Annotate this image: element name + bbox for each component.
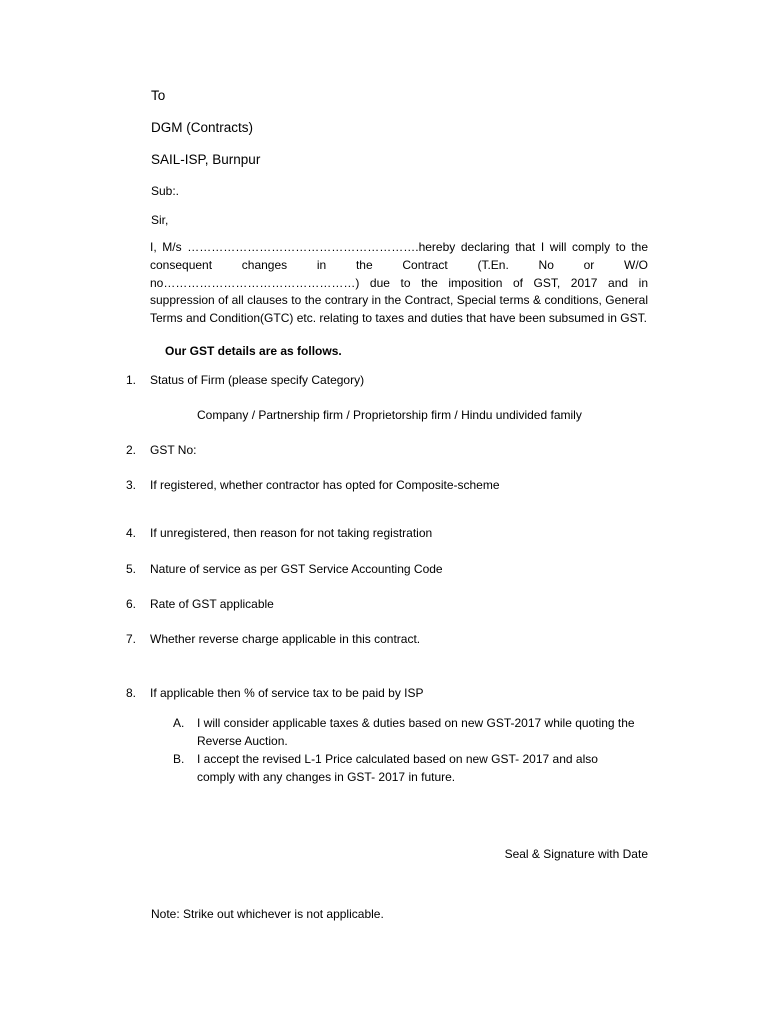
list-item: If registered, whether contractor has opted for Composite-scheme bbox=[150, 478, 500, 492]
list-item: GST No: bbox=[150, 443, 197, 457]
footer-note: Note: Strike out whichever is not applicable. bbox=[151, 907, 384, 921]
salutation: Sir, bbox=[151, 213, 169, 227]
list-item: Status of Firm (please specify Category) bbox=[150, 373, 365, 387]
list-item: If applicable then % of service tax to be paid by ISP bbox=[150, 686, 424, 700]
list-item: Nature of service as per GST Service Accounting Code bbox=[150, 562, 443, 576]
list-item-number: 2. bbox=[126, 443, 137, 457]
list-item-number: 7. bbox=[126, 632, 137, 646]
address-to: To bbox=[151, 88, 166, 103]
list-item: Rate of GST applicable bbox=[150, 597, 274, 611]
list-item-number: 6. bbox=[126, 597, 137, 611]
declaration-paragraph: I, M/s ………………………………………………….hereby declaring that I will comply to the consequent changes in the Contract (T.En. No or W/O no…………………………………………) due to the imposition of GST, 2017 and in suppression of all clauses to the contrary in the Contract, Special terms & conditions, General Terms and Condition(GTC) etc. relating to taxes and duties that have been subsumed in GST. bbox=[150, 240, 648, 326]
list-item: Whether reverse charge applicable in this contract. bbox=[150, 632, 421, 646]
list-item: If unregistered, then reason for not taking registration bbox=[150, 526, 433, 540]
signature-line: Seal & Signature with Date bbox=[504, 847, 648, 861]
list-item-number: 8. bbox=[126, 686, 137, 700]
address-organization: SAIL-ISP, Burnpur bbox=[151, 152, 261, 167]
list-item-number: 4. bbox=[126, 526, 137, 540]
firm-category-options: Company / Partnership firm / Proprietorship firm / Hindu undivided family bbox=[197, 408, 582, 422]
sub-item-text: I accept the revised L-1 Price calculated based on new GST- 2017 and also comply with any changes in GST- 2017 in future. bbox=[197, 752, 598, 784]
sub-item-label: A. bbox=[173, 716, 185, 730]
list-item-number: 5. bbox=[126, 562, 137, 576]
subject-line: Sub:. bbox=[151, 184, 180, 198]
list-item-number: 3. bbox=[126, 478, 137, 492]
sub-item-label: B. bbox=[173, 752, 185, 766]
gst-details-heading: Our GST details are as follows. bbox=[165, 344, 342, 358]
list-item-number: 1. bbox=[126, 373, 137, 387]
address-designation: DGM (Contracts) bbox=[151, 120, 254, 135]
sub-item-text: I will consider applicable taxes & duties based on new GST-2017 while quoting the Reverse Auction. bbox=[197, 716, 635, 748]
